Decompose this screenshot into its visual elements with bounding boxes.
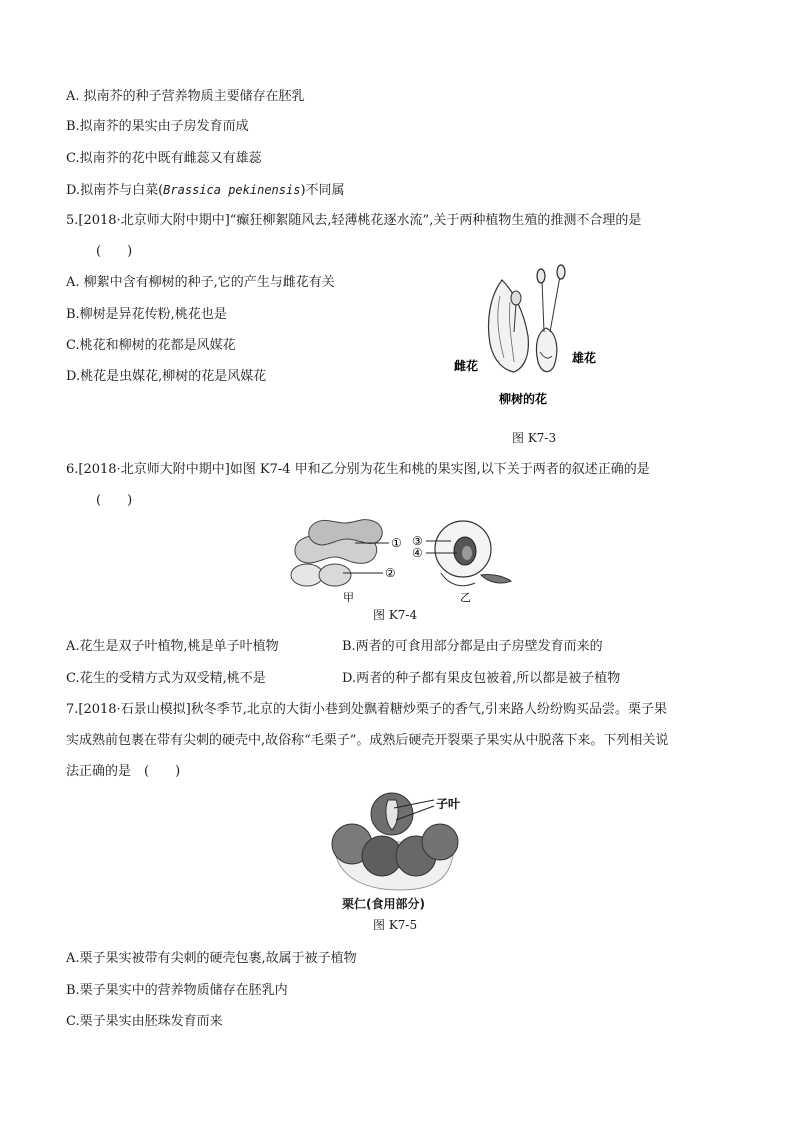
q7-stem-line2: 实成熟前包裹在带有尖刺的硬壳中,故俗称“毛栗子”。成熟后硬壳开裂栗子果实从中脱落下来。下列相关说 <box>66 733 669 748</box>
marker-4: ④ <box>412 546 423 560</box>
q5-option-b: B.柳树是异花传粉,桃花也是 <box>66 307 227 322</box>
q6-answer-blank: ( ) <box>96 493 133 508</box>
q6-option-a: A.花生是双子叶植物,桃是单子叶植物 <box>66 639 279 654</box>
marker-2: ② <box>385 566 396 580</box>
chestnut-figure <box>330 786 480 912</box>
chestnut-figure-title: 栗仁(食用部分) <box>342 897 425 911</box>
marker-3: ③ <box>412 534 423 548</box>
label-yi: 乙 <box>460 591 471 604</box>
figure-k7-4-caption: 图 K7-4 <box>373 608 418 622</box>
female-flower-drawing <box>489 280 529 372</box>
q7-option-a: A.栗子果实被带有尖刺的硬壳包裹,故属于被子植物 <box>66 951 357 966</box>
q5-option-d: D.桃花是虫媒花,柳树的花是风媒花 <box>66 369 267 384</box>
q6-stem: 6.[2018·北京师大附中期中]如图 K7-4 甲和乙分别为花生和桃的果实图,以下关于两者的叙述正确的是 <box>66 462 650 477</box>
q5-answer-blank: ( ) <box>96 244 133 259</box>
q6-option-c: C.花生的受精方式为双受精,桃不是 <box>66 671 266 686</box>
q5-option-c: C.桃花和柳树的花都是风媒花 <box>66 338 236 353</box>
q6-option-b: B.两者的可食用部分都是由子房壁发育而来的 <box>342 639 603 654</box>
willow-figure-title: 柳树的花 <box>499 392 548 406</box>
q7-option-b: B.栗子果实中的营养物质储存在胚乳内 <box>66 983 288 998</box>
q4-option-d <box>66 181 345 200</box>
male-flower-label: 雄花 <box>572 351 597 365</box>
willow-flower-figure <box>450 262 620 410</box>
q5-option-a: A. 柳絮中含有柳树的种子,它的产生与雌花有关 <box>66 275 335 290</box>
q4-option-d-latin: Brassica pekinensis <box>163 183 301 197</box>
q7-stem-line1: 7.[2018·石景山模拟]秋冬季节,北京的大街小巷到处飘着糖炒栗子的香气,引来路人纷纷购买品尝。栗子果 <box>66 702 668 717</box>
label-jia: 甲 <box>343 591 354 604</box>
female-flower-label: 雌花 <box>454 359 479 373</box>
q7-stem-line3: 法正确的是 ( ) <box>66 764 181 779</box>
peanut-peach-figure <box>285 515 525 605</box>
q6-option-d: D.两者的种子都有果皮包被着,所以都是被子植物 <box>342 671 621 686</box>
male-flower-drawing <box>536 328 556 372</box>
q4-option-a: A. 拟南芥的种子营养物质主要储存在胚乳 <box>66 89 305 104</box>
q4-option-d-pre: D.拟南芥与白菜( <box>66 183 164 198</box>
figure-k7-3-caption: 图 K7-3 <box>512 431 557 445</box>
figure-k7-5-caption: 图 K7-5 <box>373 918 418 932</box>
q4-option-b: B.拟南芥的果实由子房发育而成 <box>66 119 249 134</box>
q4-option-c: C.拟南芥的花中既有雌蕊又有雄蕊 <box>66 151 262 166</box>
q4-option-d-post: )不同属 <box>300 183 345 198</box>
cotyledon-label: 子叶 <box>436 797 461 811</box>
q5-stem: 5.[2018·北京师大附中期中]“癫狂柳絮随风去,轻薄桃花逐水流”,关于两种植物生殖的推测不合理的是 <box>66 213 642 228</box>
marker-1: ① <box>391 536 402 550</box>
q7-option-c: C.栗子果实由胚珠发育而来 <box>66 1014 223 1029</box>
